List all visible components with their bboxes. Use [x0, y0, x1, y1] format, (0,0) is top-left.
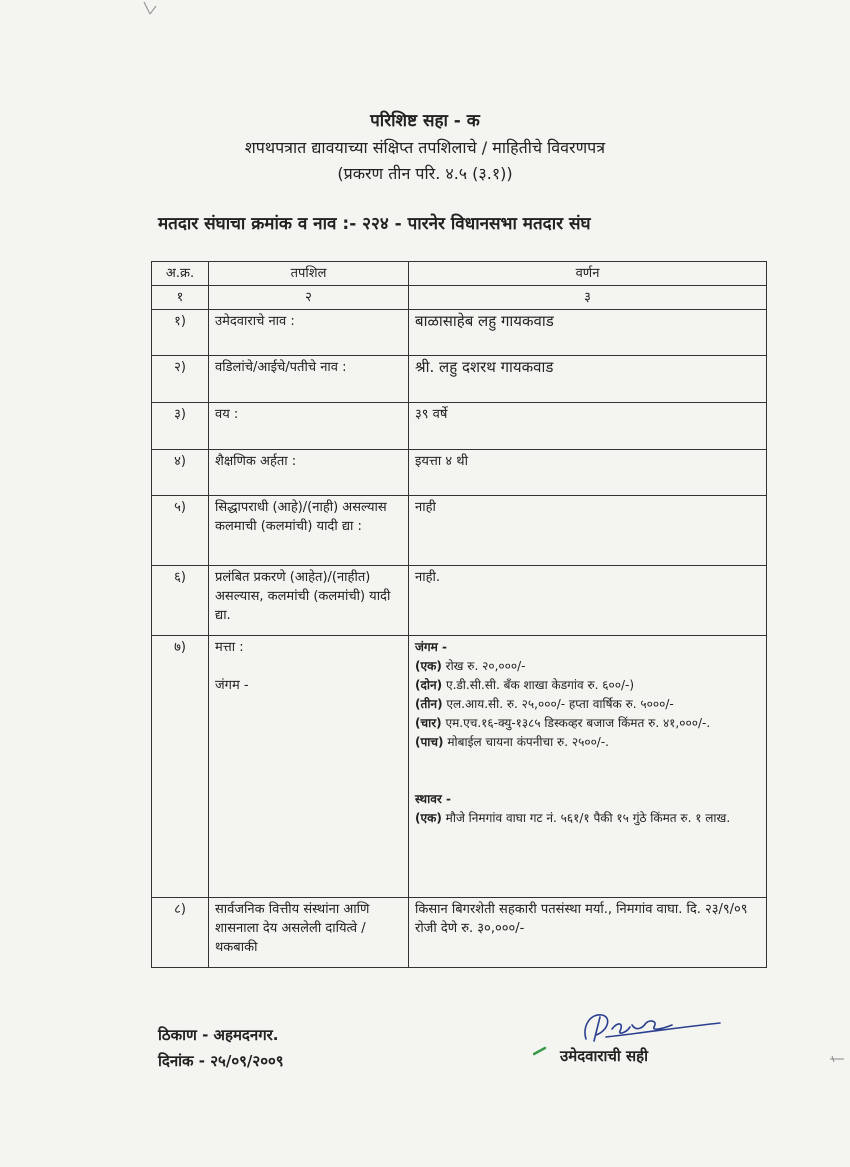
asset-item-label: (एक) — [415, 811, 442, 825]
movable-asset-item — [415, 695, 760, 714]
table-header-row — [152, 262, 767, 286]
column-number: २ — [209, 286, 409, 310]
document-reference: (प्रकरण तीन परि. ४.५ (३.१)) — [337, 164, 513, 183]
table-row — [152, 566, 767, 636]
table-row — [152, 450, 767, 496]
row-description: श्री. लहु दशरथ गायकवाड — [409, 356, 767, 403]
green-tick-mark — [533, 1046, 547, 1056]
table-row — [152, 403, 767, 450]
row-serial: ३) — [152, 403, 209, 450]
constituency-heading: मतदार संघाचा क्रमांक व नाव :- २२४ - पारनेर विधानसभा मतदार संघ — [158, 214, 591, 234]
movable-asset-item — [415, 676, 760, 695]
table-row — [152, 310, 767, 356]
row-detail — [209, 636, 409, 898]
row-serial: २) — [152, 356, 209, 403]
row-serial: १) — [152, 310, 209, 356]
row-detail: वडिलांचे/आईचे/पतीचे नाव : — [209, 356, 409, 403]
document-subtitle: शपथपत्रात द्यावयाच्या संक्षिप्त तपशिलाचे / माहितीचे विवरणपत्र — [244, 138, 606, 157]
date-line: दिनांक - २५/०९/२००९ — [158, 1052, 284, 1070]
asset-item-label: (दोन) — [415, 678, 443, 692]
asset-item-label: (तीन) — [415, 697, 443, 711]
row-serial: ५) — [152, 496, 209, 566]
row-detail: सिद्धापराधी (आहे)/(नाही) असल्यास कलमाची (कलमांची) यादी द्या : — [209, 496, 409, 566]
movable-assets-title: जंगम - — [415, 640, 447, 654]
immovable-asset-item — [415, 809, 760, 828]
assets-description — [409, 636, 767, 898]
asset-item-text: ए.डी.सी.सी. बँक शाखा केडगांव रु. ६००/-) — [445, 678, 635, 692]
column-number-row — [152, 286, 767, 310]
row-description: नाही. — [409, 566, 767, 636]
header-description: वर्णन — [409, 262, 767, 286]
asset-item-label: (चार) — [415, 716, 442, 730]
asset-item-text: एम.एच.१६-क्यु-१३८५ डिस्कव्हर बजाज किंमत रु. ४१,०००/-. — [445, 716, 711, 730]
row-description: किसान बिगरशेती सहकारी पतसंस्था मर्या., निमगांव वाघा. दि. २३/९/०९ रोजी देणे रु. ३०,०००/- — [409, 898, 767, 968]
row-description: नाही — [409, 496, 767, 566]
scan-mark-icon — [828, 1052, 846, 1066]
asset-item-text: एल.आय.सी. रु. २५,०००/- हप्ता वार्षिक रु. ५०००/- — [446, 697, 674, 711]
table-row — [152, 496, 767, 566]
asset-item-text: मोबाईल चायना कंपनीचा रु. २५००/-. — [447, 735, 609, 749]
asset-item-label: (पाच) — [415, 735, 444, 749]
asset-item-label: (एक) — [415, 659, 442, 673]
asset-item-text: मौजे निमगांव वाघा गट नं. ५६१/१ पैकी १५ गुंठे किंमत रु. १ लाख. — [445, 811, 731, 825]
movable-asset-item — [415, 657, 760, 676]
footer-place-date — [158, 1022, 284, 1074]
row-detail: प्रलंबित प्रकरणे (आहेत)/(नाहीत) असल्यास, कलमांची (कलमांची) यादी द्या. — [209, 566, 409, 636]
row-description: ३९ वर्षे — [409, 403, 767, 450]
column-number: ३ — [409, 286, 767, 310]
place-line: ठिकाण - अहमदनगर. — [158, 1026, 279, 1044]
row-serial: ८) — [152, 898, 209, 968]
row-description: बाळासाहेब लहु गायकवाड — [409, 310, 767, 356]
details-table — [151, 261, 767, 968]
row-serial: ६) — [152, 566, 209, 636]
movable-asset-item — [415, 714, 760, 733]
signature-label: उमेदवाराची सही — [560, 1047, 649, 1065]
scan-mark-icon — [140, 0, 160, 18]
assets-movable-label: जंगम - — [215, 678, 249, 693]
column-number: १ — [152, 286, 209, 310]
document-title: परिशिष्ट सहा - क — [370, 111, 480, 131]
table-row-assets — [152, 636, 767, 898]
row-detail: उमेदवाराचे नाव : — [209, 310, 409, 356]
table-row — [152, 356, 767, 403]
row-description: इयत्ता ४ थी — [409, 450, 767, 496]
row-serial: ७) — [152, 636, 209, 898]
header-detail: तपशिल — [209, 262, 409, 286]
signature-mark — [572, 1005, 732, 1050]
immovable-assets-title: स्थावर - — [415, 792, 451, 806]
row-detail: शैक्षणिक अर्हता : — [209, 450, 409, 496]
row-detail: सार्वजनिक वित्तीय संस्थांना आणि शासनाला देय असलेली दायित्वे / थकबाकी — [209, 898, 409, 968]
row-serial: ४) — [152, 450, 209, 496]
row-detail: वय : — [209, 403, 409, 450]
table-row — [152, 898, 767, 968]
header-serial: अ.क्र. — [152, 262, 209, 286]
asset-item-text: रोख रु. २०,०००/- — [445, 659, 526, 673]
assets-label: मत्ता : — [215, 640, 244, 655]
movable-asset-item — [415, 733, 760, 752]
